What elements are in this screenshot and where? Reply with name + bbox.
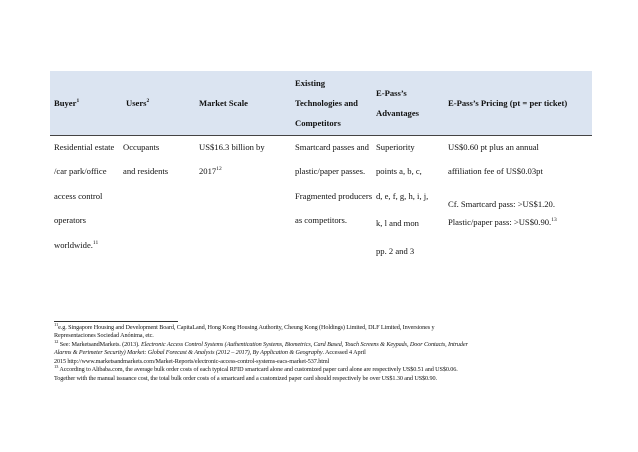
header-existing-technologies: Existing Technologies and Competitors xyxy=(295,78,358,128)
header-market-scale: Market Scale xyxy=(199,98,248,108)
footnotes xyxy=(54,321,594,383)
cell-buyer: Residential estate /car park/office access control operators worldwide.$^{11}$ xyxy=(54,142,115,250)
header-buyer: Buyer$^1$ xyxy=(54,98,80,108)
table-row xyxy=(50,136,592,258)
cell-advantages: Superiority points a, b, c, d, e, f, g, h, i, j, k, l and mon pp. 2 and 3 xyxy=(376,142,429,256)
header-advantages: E-Pass’s Advantages xyxy=(376,88,419,118)
header-pricing: E-Pass’s Pricing (pt = per ticket) xyxy=(448,98,568,108)
cell-users: Occupants and residents xyxy=(123,142,169,177)
footnote-13: $^{13}$ According to Alibaba.com, the average bulk order costs of each typical RFID smartcard alone and customized paper card alone are respectively US$0.51 and US$0.06. xyxy=(54,364,458,374)
header-users: Users$^2$ xyxy=(126,98,150,108)
cell-pricing: US$0.60 pt plus an annual affiliation fee of US$0.03pt Cf. Smartcard pass: >US$1.20. Plastic/paper pass: >US$0.90.13 xyxy=(448,142,557,228)
table-header-row xyxy=(50,71,592,136)
cell-market-scale: US$16.3 billion by 2017$^{12}$ xyxy=(199,142,265,177)
footnote-12-cont: Alarms & Perimeter Security) Market: Global Forecast & Analysis (2012 – 2017), By Application & Geography. Accessed 4 April xyxy=(54,349,366,357)
footnote-11-cont: Representaciones Sociedad Anónima, etc. xyxy=(54,332,154,340)
footnote-12-url: 2015 http://www.marketsandmarkets.com/Market-Reports/electronic-access-control-systems-eacs-market-537.html xyxy=(54,357,330,365)
footnote-13-cont: Together with the manual issuance cost, the total bulk order costs of a smartcard and a customized paper card should respectively be over US$1.30 and US$0.90. xyxy=(54,374,437,382)
footnote-11: $^{11}$e.g. Singapore Housing and Development Board, CapitaLand, Hong Kong Housing Authority, Cheung Kong (Holdings) Limited, DLF Limited, Inversiones y xyxy=(54,321,435,331)
footnote-separator xyxy=(54,321,178,322)
footnote-12: $^{12}$ See: MarketsandMarkets. (2013). Electronic Access Control Systems (Authentication Systems, Biometrics, Card Based, Touch Screens & Keypads, Door Contacts, Intruder xyxy=(54,338,468,348)
cell-existing-technologies: Smartcard passes and plastic/paper passes. Fragmented producers as competitors. xyxy=(295,142,373,226)
market-table xyxy=(50,71,592,258)
